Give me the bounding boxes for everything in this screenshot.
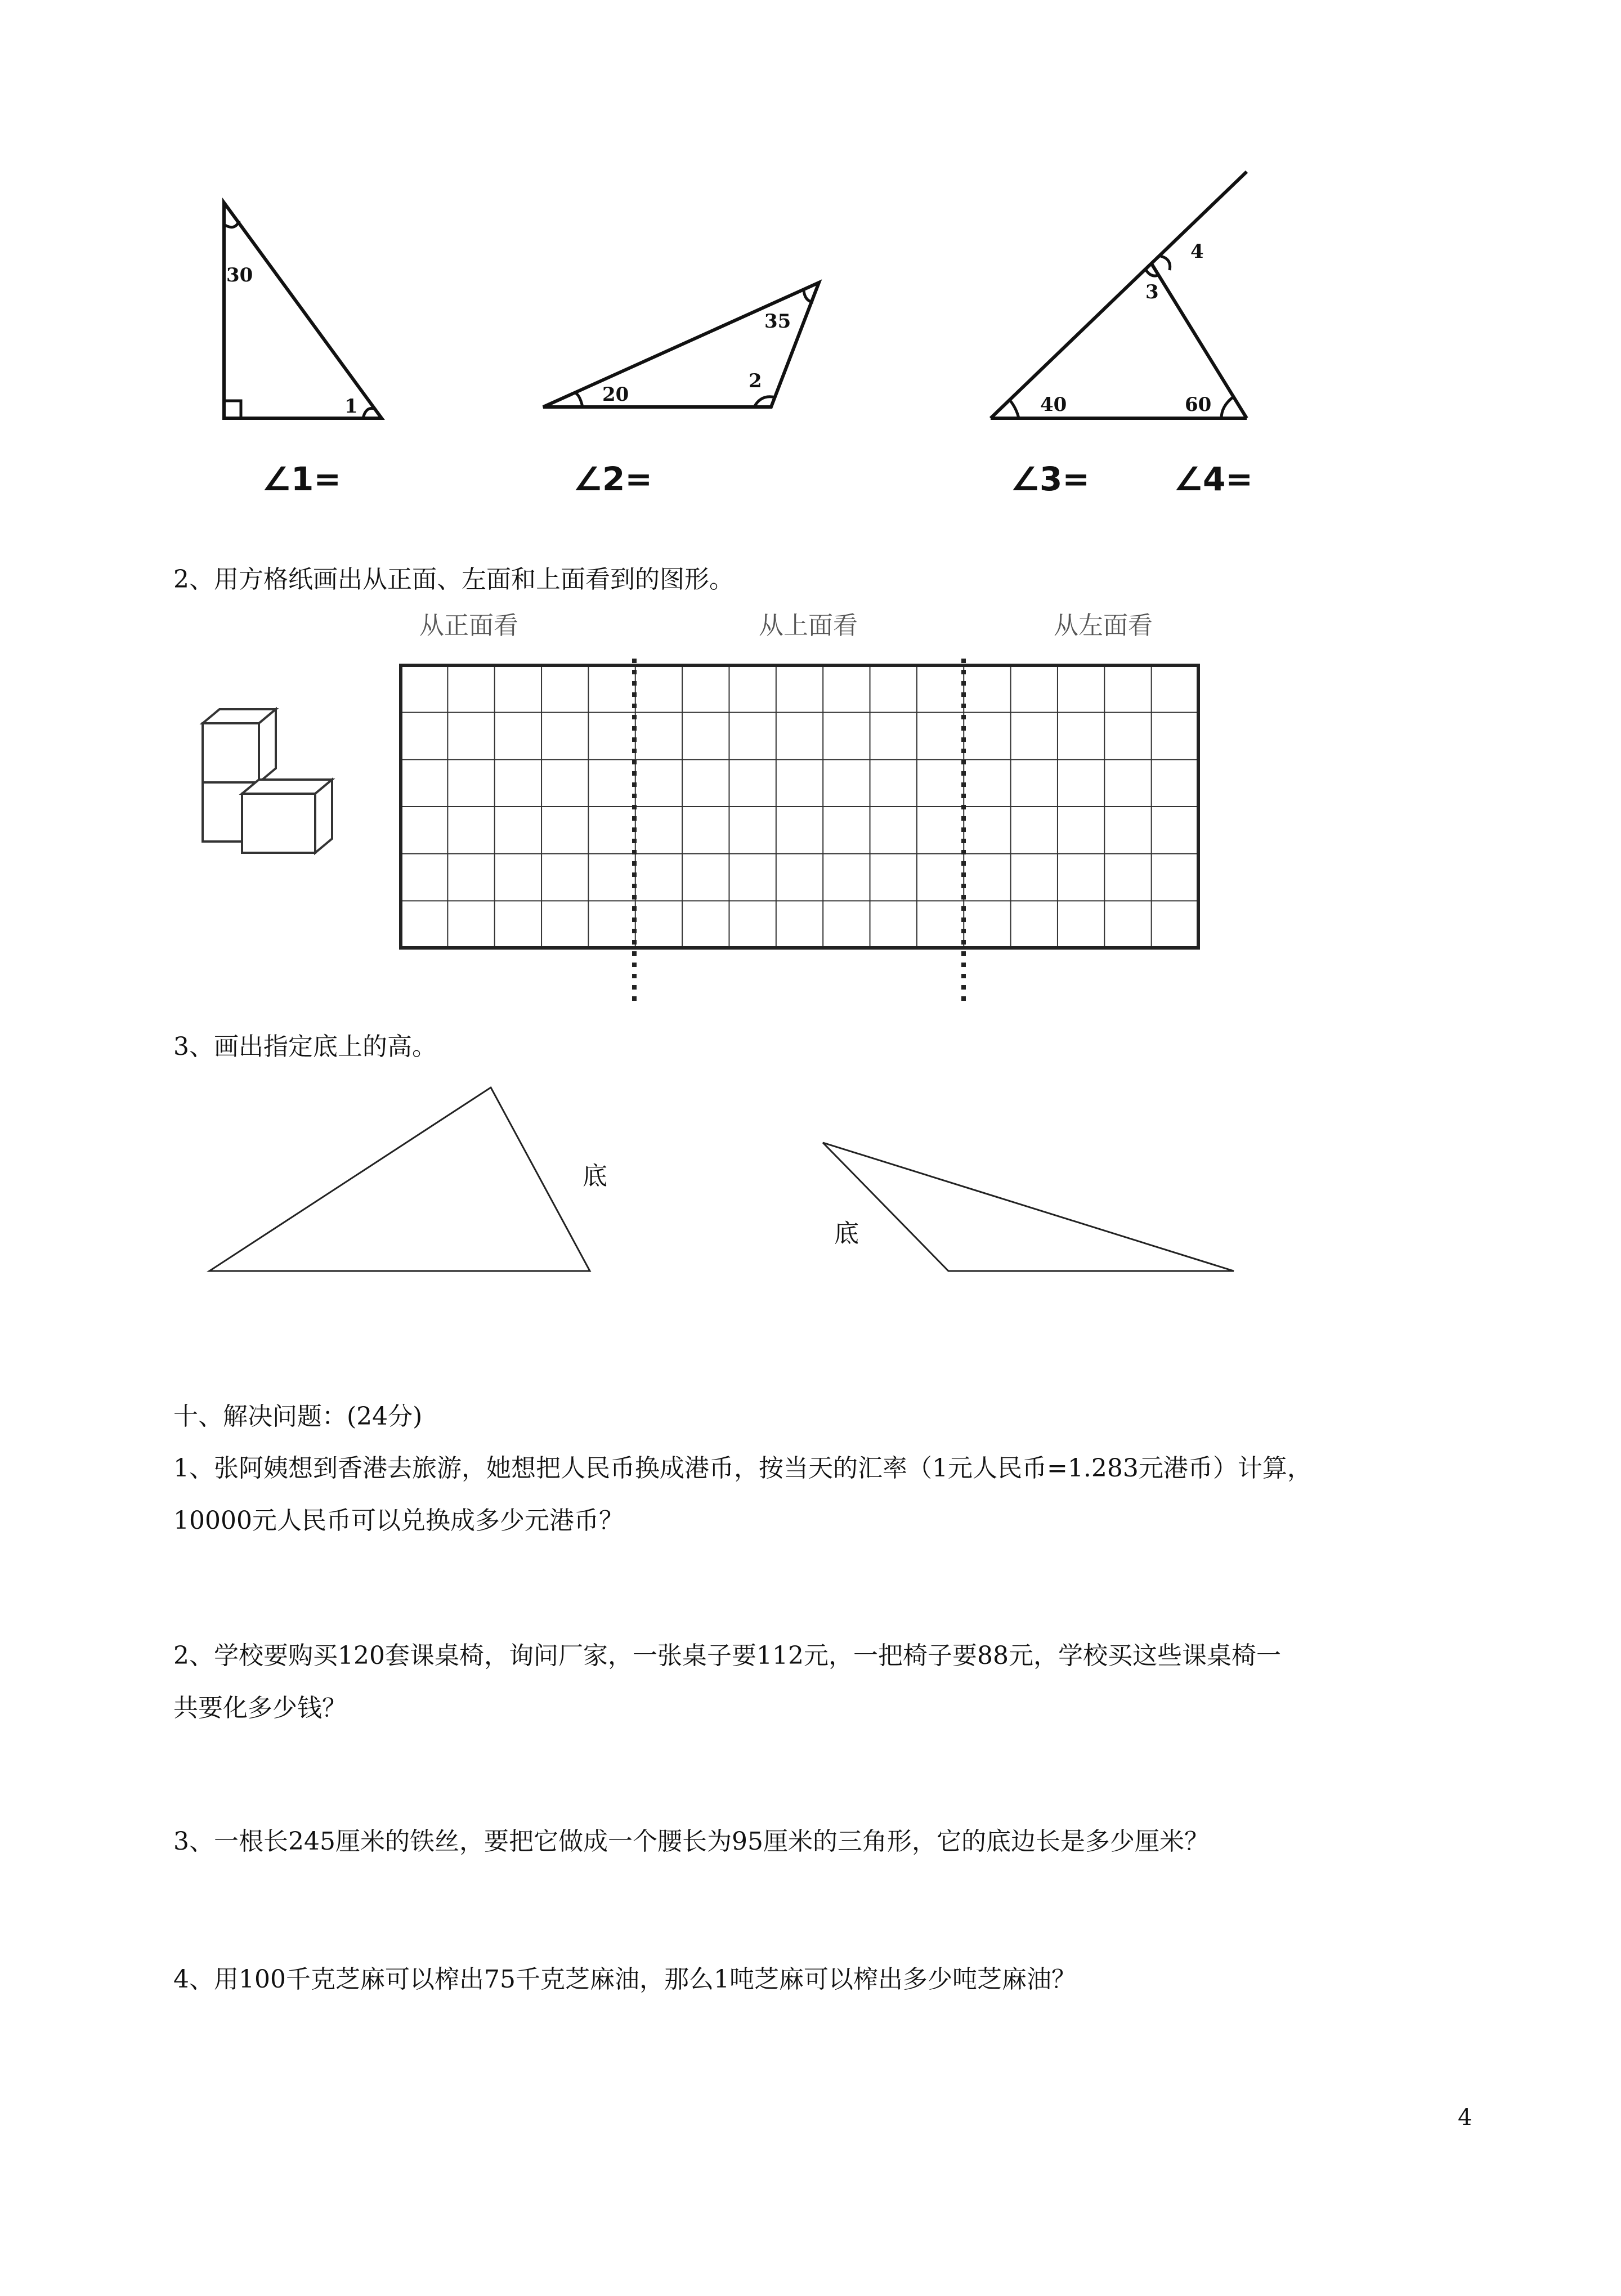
angle-2-answer: ∠2=	[573, 460, 652, 498]
problem-4: 4、用100千克芝麻可以榨出75千克芝麻油，那么1吨芝麻可以榨出多少吨芝麻油？	[173, 1965, 1076, 1994]
view-top-label: 从上面看	[759, 611, 858, 640]
angle-60-label: 60	[1185, 393, 1212, 416]
base-label-1: 底	[583, 1162, 607, 1190]
cube-stack-figure	[191, 701, 343, 853]
height-triangles	[0, 1069, 1621, 1295]
problem-2-line-1: 2、学校要购买120套课桌椅，询问厂家，一张桌子要112元，一把椅子要88元，学校买这些课桌椅一	[173, 1641, 1281, 1670]
angle-35-label: 35	[764, 310, 791, 333]
problem-1-line-1: 1、张阿姨想到香港去旅游，她想把人民币换成港币，按当天的汇率（1元人民币=1.283元港币）计算，	[173, 1454, 1312, 1483]
angle-30-label: 30	[226, 264, 253, 287]
angle-2-label: 2	[749, 370, 762, 392]
problem-3: 3、一根长245厘米的铁丝，要把它做成一个腰长为95厘米的三角形，它的底边长是多少厘米？	[173, 1827, 1209, 1856]
angle-3-label: 3	[1145, 281, 1159, 303]
section-10-heading: 十、解决问题：(24分)	[173, 1402, 423, 1431]
angle-4-answer: ∠4=	[1174, 460, 1253, 498]
grid-paper	[394, 659, 1210, 1019]
view-left-label: 从左面看	[1054, 611, 1153, 640]
problem-1-line-2: 10000元人民币可以兑换成多少元港币？	[173, 1506, 624, 1535]
page-number: 4	[1458, 2105, 1472, 2131]
question-2-text: 2、用方格纸画出从正面、左面和上面看到的图形。	[173, 565, 734, 594]
base-label-2: 底	[834, 1219, 859, 1248]
angle-40-label: 40	[1040, 393, 1067, 416]
angle-figures	[0, 0, 1621, 507]
angle-4-label: 4	[1190, 240, 1204, 263]
angle-3-answer: ∠3=	[1010, 460, 1090, 498]
question-3-text: 3、画出指定底上的高。	[173, 1032, 437, 1061]
view-front-label: 从正面看	[419, 611, 518, 640]
problem-2-line-2: 共要化多少钱？	[173, 1694, 347, 1722]
angle-20-label: 20	[602, 383, 629, 406]
angle-1-answer: ∠1=	[262, 460, 341, 498]
angle-1-label: 1	[344, 395, 358, 418]
